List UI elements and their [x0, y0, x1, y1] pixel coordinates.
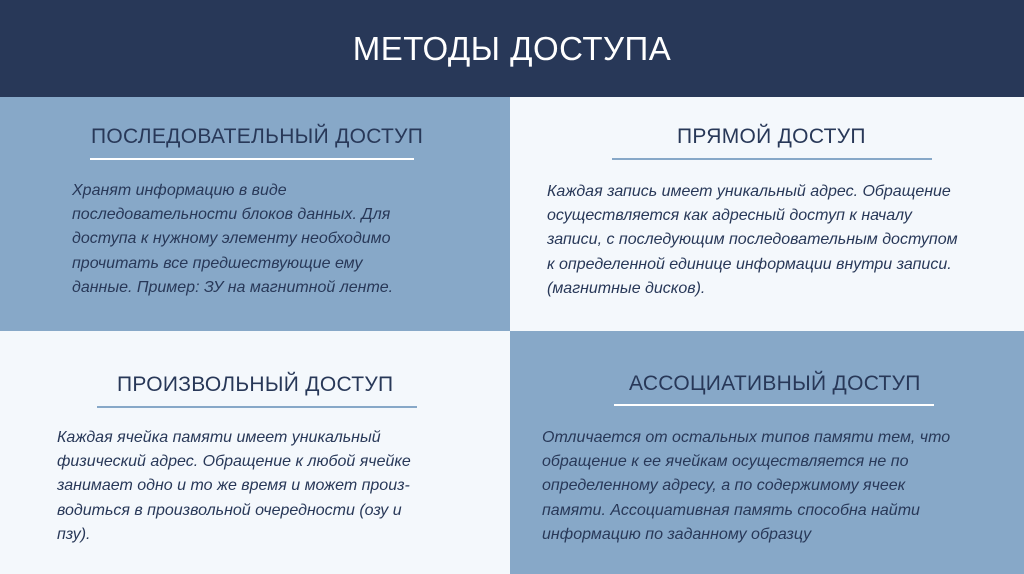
associative-access-heading: АССОЦИАТИВНЫЙ ДОСТУП	[629, 372, 921, 395]
text-line: памяти. Ассоциативная память способна найти	[542, 501, 920, 519]
associative-access-text	[542, 426, 982, 547]
text-line: последовательности блоков данных. Для	[72, 206, 391, 224]
associative-access-panel	[510, 331, 1024, 574]
sequential-access-panel	[0, 97, 510, 331]
text-line: к определенной единице информации внутри записи.	[547, 255, 952, 273]
text-line: Каждая запись имеет уникальный адрес. Обращение	[547, 183, 951, 200]
direct-access-text	[547, 180, 1007, 301]
random-access-text	[57, 426, 477, 547]
text-line: физический адрес. Обращение к любой ячейке	[57, 453, 411, 471]
heading-underline	[614, 404, 934, 406]
random-access-heading: ПРОИЗВОЛЬНЫЙ ДОСТУП	[117, 373, 394, 396]
title-bar	[0, 0, 1024, 97]
text-line: Хранят информацию в виде	[72, 182, 287, 199]
text-line: обращение к ее ячейкам осуществляется не по	[542, 453, 909, 471]
text-line: записи, с последующим последовательным доступом	[547, 231, 958, 249]
heading-underline	[612, 158, 932, 160]
text-line: (магнитные дисков).	[547, 279, 706, 297]
text-line: Каждая ячейка памяти имеет уникальный	[57, 429, 381, 446]
sequential-access-heading: ПОСЛЕДОВАТЕЛЬНЫЙ ДОСТУП	[91, 125, 424, 148]
page-title: МЕТОДЫ ДОСТУПА	[352, 29, 672, 67]
sequential-access-text	[72, 179, 452, 300]
text-line: определенному адресу, а по содержимому ячеек	[542, 477, 906, 495]
heading-underline	[90, 158, 414, 160]
direct-access-panel	[510, 97, 1024, 331]
text-line: осуществляется как адресный доступ к началу	[547, 207, 912, 225]
direct-access-heading: ПРЯМОЙ ДОСТУП	[677, 125, 866, 148]
text-line: Отличается от остальных типов памяти тем, что	[542, 429, 951, 446]
text-line: пзу).	[57, 525, 91, 543]
text-line: занимает одно и то же время и может произ-	[57, 477, 410, 495]
text-line: водиться в произвольной очередности (озу и	[57, 501, 402, 519]
text-line: доступа к нужному элементу необходимо	[72, 230, 391, 248]
text-line: информацию по заданному образцу	[542, 525, 812, 543]
random-access-panel	[0, 331, 510, 574]
text-line: данные. Пример: ЗУ на магнитной ленте.	[72, 278, 394, 296]
heading-underline	[97, 406, 417, 408]
text-line: прочитать все предшествующие ему	[72, 254, 363, 272]
